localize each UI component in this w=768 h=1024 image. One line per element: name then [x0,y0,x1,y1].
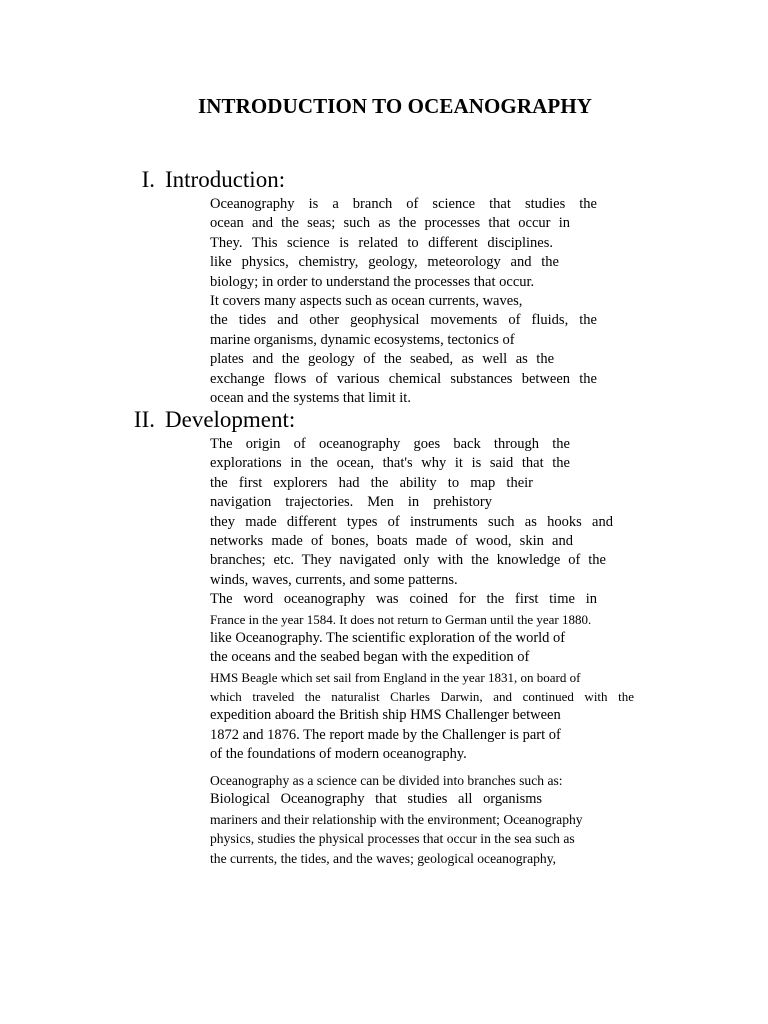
text-line: Oceanography as a science can be divided into branches such as: [210,773,563,788]
section-number: II. [133,407,155,432]
document-title: INTRODUCTION TO OCEANOGRAPHY [197,94,593,118]
text-line: they made different types of instruments such as hooks and [210,513,613,530]
text-line: 1872 and 1876. The report made by the Challenger is part of [210,726,561,743]
text-line: plates and the geology of the seabed, as well as the [210,351,554,368]
text-line: like Oceanography. The scientific exploration of the world of [210,629,566,646]
text-line: It covers many aspects such as ocean currents, waves, [210,292,523,309]
section-heading-development [118,406,295,433]
text-line: expedition aboard the British ship HMS Challenger between [210,707,561,724]
section-number: I. [141,167,155,192]
text-line: They. This science is related to different disciplines. [210,234,553,251]
text-line: physics, studies the physical processes that occur in the sea such as [210,831,575,847]
text-line: The word oceanography was coined for the first time in [210,591,597,608]
introduction-paragraph [210,195,597,408]
development-paragraph [210,435,634,765]
text-line: winds, waves, currents, and some patterns. [210,571,458,588]
text-line: the oceans and the seabed began with the expedition of [210,649,530,666]
section-title: Introduction: [165,167,286,192]
text-line: the currents, the tides, and the waves; geological oceanography, [210,850,557,866]
text-line: like physics, chemistry, geology, meteorology and the [210,254,559,271]
text-line: The origin of oceanography goes back through the [210,436,570,452]
text-line: of the foundations of modern oceanography. [210,746,467,763]
branches-paragraph [210,771,583,868]
text-line: exchange flows of various chemical substances between the [210,370,597,387]
text-line: explorations in the ocean, that's why it is said that the [210,455,570,472]
section-title: Development: [165,407,296,432]
text-line: Biological Oceanography that studies all organisms [210,791,542,808]
text-line: the first explorers had the ability to map their [210,474,533,491]
text-line: France in the year 1584. It does not return to German until the year 1880. [210,611,592,627]
text-line: ocean and the systems that limit it. [210,389,411,406]
text-line: ocean and the seas; such as the processes that occur in [210,215,570,232]
text-line: mariners and their relationship with the environment; Oceanography [210,811,583,827]
text-line: which traveled the naturalist Charles Darwin, and continued with the [210,689,634,705]
text-line: Oceanography is a branch of science that studies the [210,196,597,212]
text-line: branches; etc. They navigated only with the knowledge of the [210,552,606,569]
text-line: HMS Beagle which set sail from England in the year 1831, on board of [210,669,581,685]
text-line: networks made of bones, boats made of wood, skin and [210,532,573,549]
text-line: the tides and other geophysical movements of fluids, the [210,312,597,329]
section-heading-introduction [118,166,285,193]
text-line: marine organisms, dynamic ecosystems, tectonics of [210,331,515,348]
text-line: navigation trajectories. Men in prehistory [210,494,492,511]
text-line: biology; in order to understand the processes that occur. [210,273,535,290]
